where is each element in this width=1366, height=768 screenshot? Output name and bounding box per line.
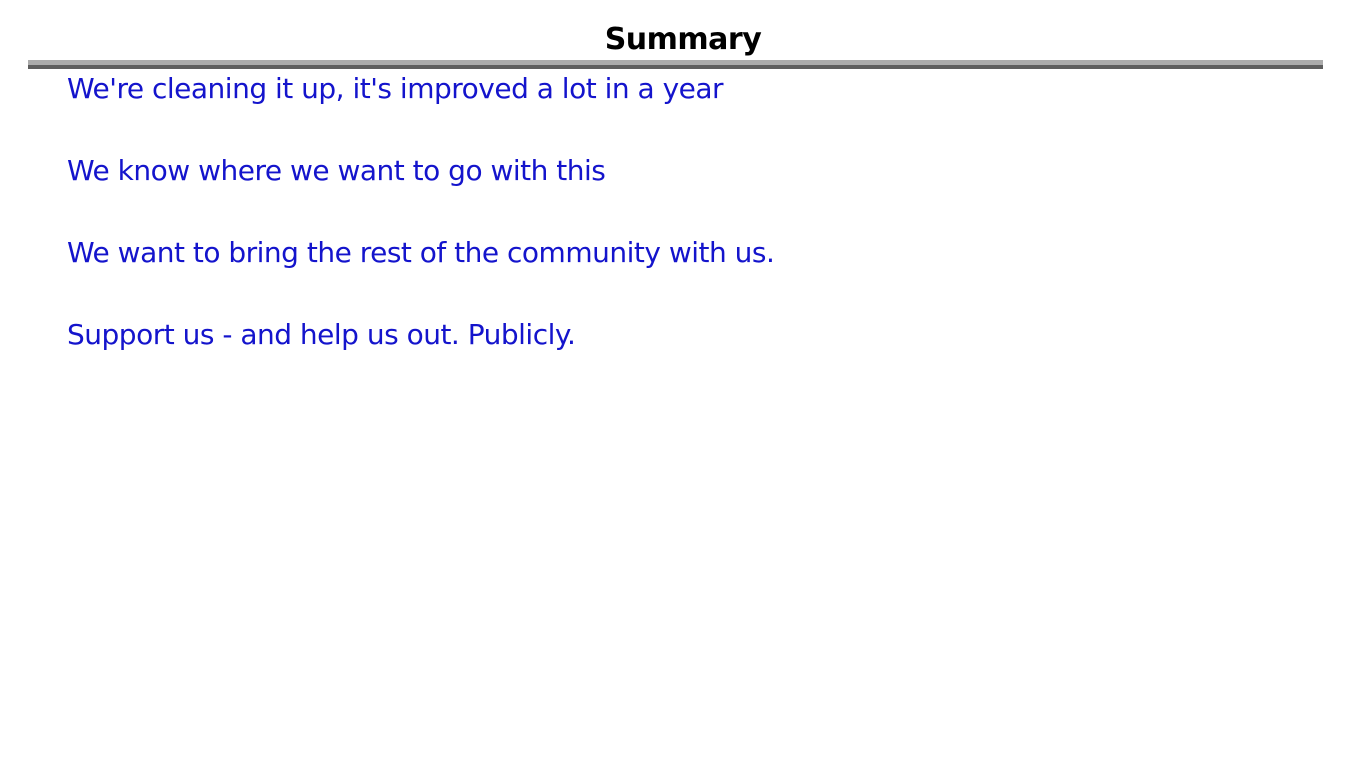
slide-body bbox=[67, 72, 1326, 400]
bullet-line-4: Support us - and help us out. Publicly. bbox=[67, 318, 576, 351]
slide-title: Summary bbox=[604, 22, 762, 57]
bullet-line-3: We want to bring the rest of the community with us. bbox=[67, 236, 775, 269]
title-divider-rule bbox=[28, 60, 1323, 69]
bullet-line-2: We know where we want to go with this bbox=[67, 154, 606, 187]
bullet-line-1: We're cleaning it up, it's improved a lot in a year bbox=[67, 72, 724, 105]
